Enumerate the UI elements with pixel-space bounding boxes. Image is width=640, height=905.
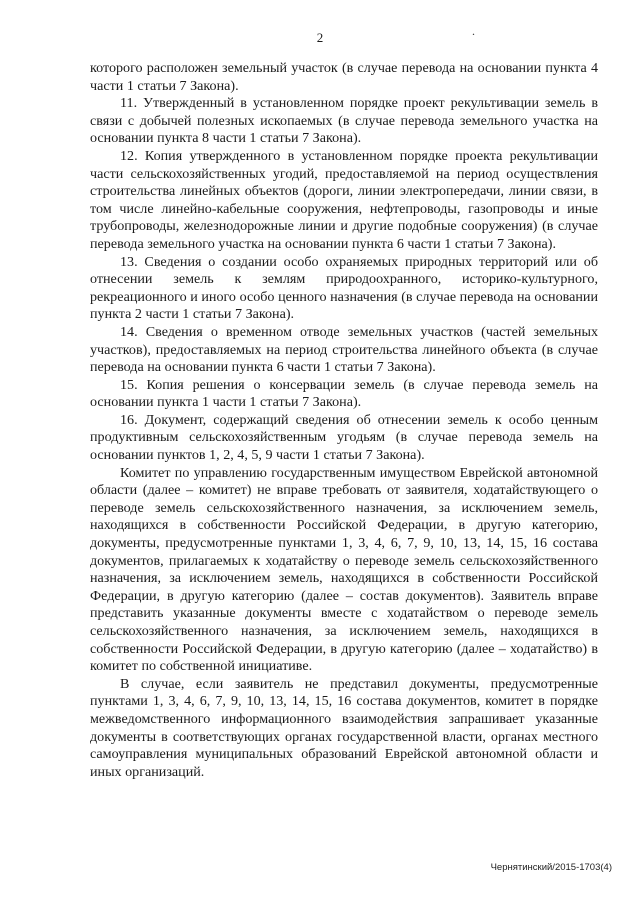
paragraph-item-15: 15. Копия решения о консервации земель (в случае перевода земель на основании пункта 1 части 1 статьи 7 Закона). <box>90 376 598 411</box>
paragraph-item-11: 11. Утвержденный в установленном порядке проект рекультивации земель в связи с добычей полезных ископаемых (в случае перевода земельного участка на основании пункта 8 части 1 статьи 7 Закона). <box>90 95 598 147</box>
stray-mark: . <box>472 24 475 38</box>
paragraph-item-13: 13. Сведения о создании особо охраняемых природных территорий или об отнесении земель к землям природоохранного, историко-культурного, рекреационного и иного особо ценного назначения (в случае перевода на основании пункта 2 части 1 статьи 7 Закона). <box>90 253 598 323</box>
paragraph-committee: Комитет по управлению государственным имуществом Еврейской автономной области (далее – комитет) не вправе требовать от заявителя, ходатайствующего о переводе земель сельскохозяйственного назначения, за исключением земель, находящихся в собственности Российской Федерации, в другую категорию, документы, предусмотренные пунктами 1, 3, 4, 6, 7, 9, 10, 13, 14, 15, 16 состава документов, прилагаемых к ходатайству о переводе земель сельскохозяйственного назначения, за исключением земель, находящихся в собственности Российской Федерации, в другую категорию (далее – состав документов). Заявитель вправе представить указанные документы вместе с ходатайством о переводе земель сельскохозяйственного назначения, за исключением земель, находящихся в собственности Российской Федерации, в другую категорию (далее – ходатайство) в комитет по собственной инициативе. <box>90 464 598 675</box>
document-body <box>90 60 598 781</box>
paragraph-continuation: которого расположен земельный участок (в случае перевода на основании пункта 4 части 1 статьи 7 Закона). <box>90 60 598 94</box>
paragraph-item-14: 14. Сведения о временном отводе земельных участков (частей земельных участков), предоставляемых на период строительства линейного объекта (в случае перевода на основании пункта 6 части 1 статьи 7 Закона). <box>90 323 598 376</box>
document-code: Чернятинский/2015-1703(4) <box>490 862 612 873</box>
page-number: 2 <box>316 30 324 45</box>
paragraph-interagency-request: В случае, если заявитель не представил документы, предусмотренные пунктами 1, 3, 4, 6, 7, 9, 10, 13, 14, 15, 16 состава документов, комитет в порядке межведомственного информационного взаимодействия запрашивает указанные документы в соответствующих органах государственной власти, органах местного самоуправления муниципальных образований Еврейской автономной области и иных организаций. <box>90 675 598 780</box>
paragraph-item-16: 16. Документ, содержащий сведения об отнесении земель к особо ценным продуктивным сельскохозяйственным угодьям (в случае перевода земель на основании пунктов 1, 2, 4, 5, 9 части 1 статьи 7 Закона). <box>90 411 598 464</box>
paragraph-item-12: 12. Копия утвержденного в установленном порядке проекта рекультивации части сельскохозяйственных угодий, предоставляемой на период осуществления строительства линейных объектов (дороги, линии электропередачи, линии связи, в том числе линейно-кабельные сооружения, нефтепроводы, газопроводы и иные трубопроводы, железнодорожные линии и другие подобные сооружения) (в случае перевода земельного участка на основании пункта 6 части 1 статьи 7 Закона). <box>90 147 598 252</box>
